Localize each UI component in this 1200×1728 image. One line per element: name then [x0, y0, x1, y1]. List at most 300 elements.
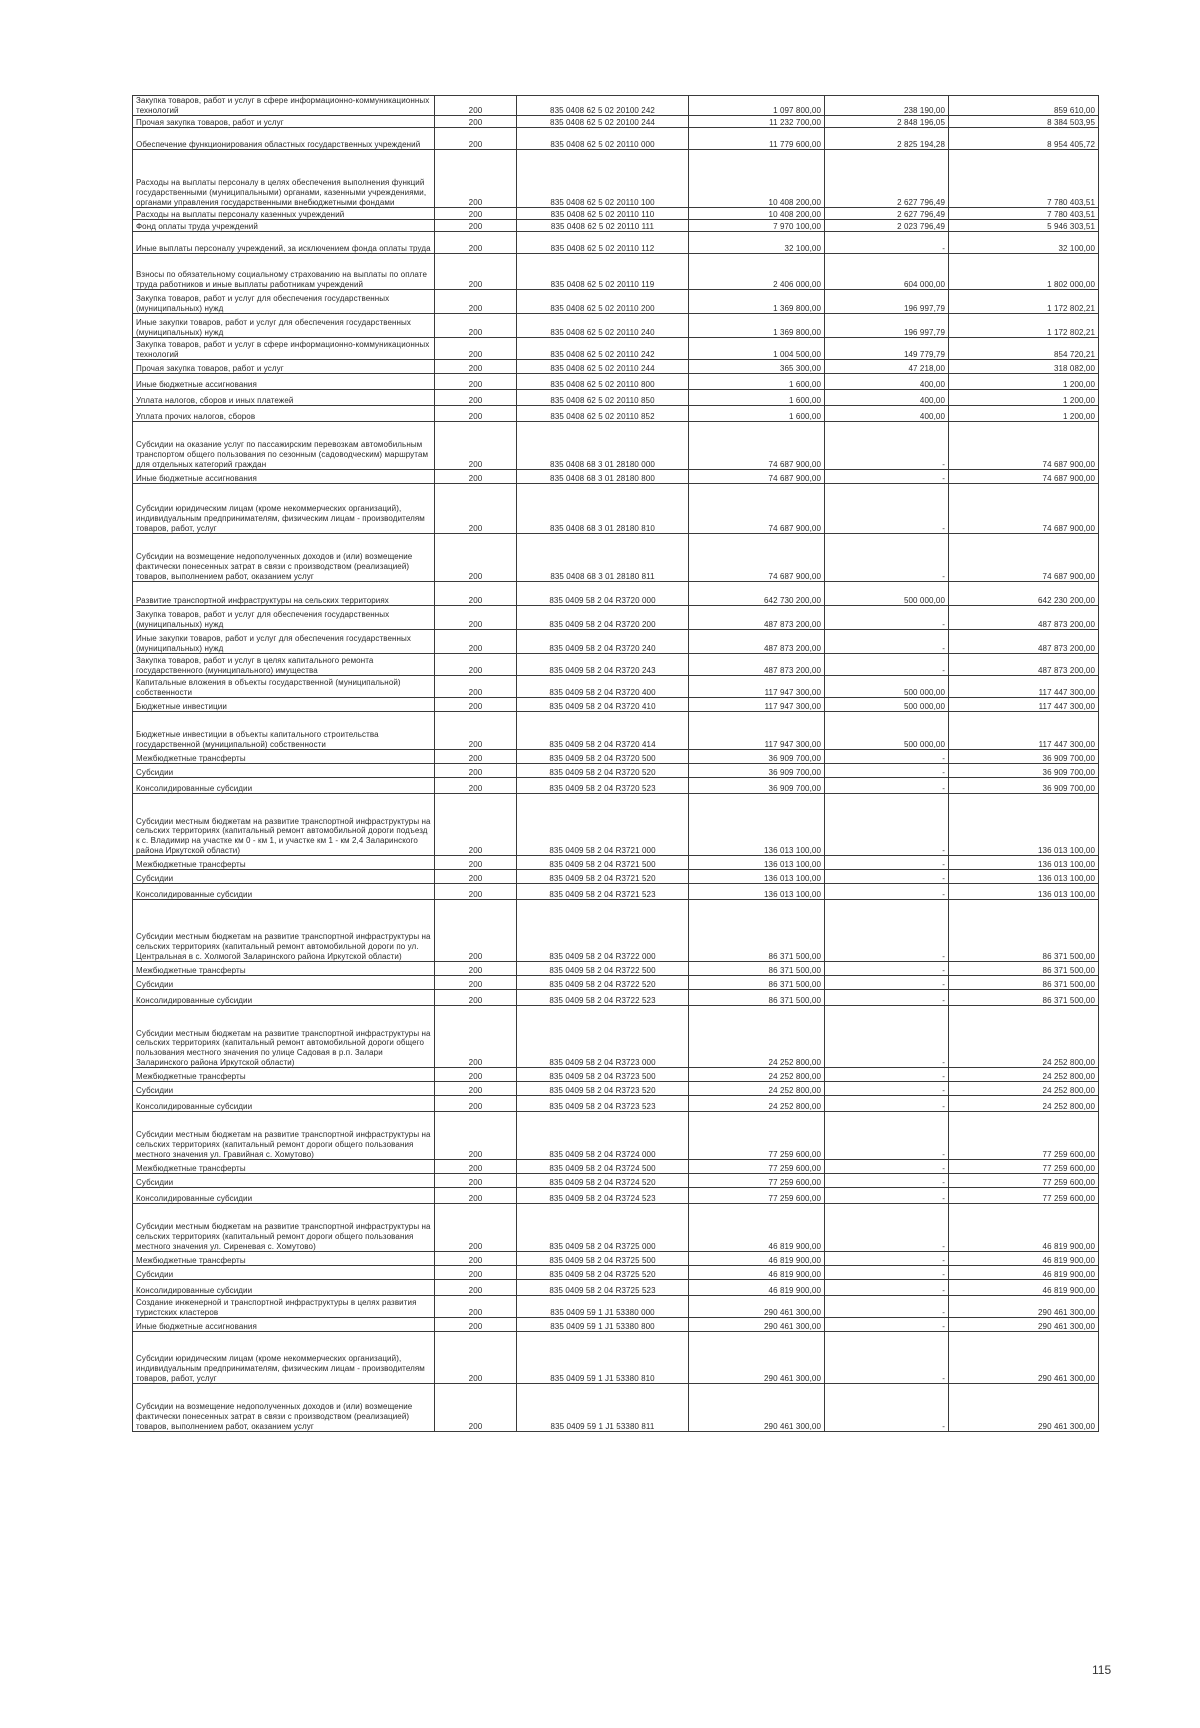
row-line-code: 200 — [435, 750, 517, 764]
row-approved-amount: 290 461 300,00 — [689, 1384, 825, 1432]
row-line-code: 200 — [435, 1332, 517, 1384]
row-executed-amount: - — [825, 1332, 949, 1384]
row-unexecuted-amount: 1 200,00 — [949, 374, 1099, 390]
row-name: Консолидированные субсидии — [133, 990, 435, 1006]
row-executed-amount: 500 000,00 — [825, 712, 949, 750]
row-name: Прочая закупка товаров, работ и услуг — [133, 116, 435, 128]
row-name: Субсидии юридическим лицам (кроме некоммерческих организаций), индивидуальным предпринимателям, физическим лицам - производителям товаров, работ, услуг — [133, 484, 435, 534]
row-classification-code: 835 0408 62 5 02 20110 110 — [517, 208, 689, 220]
table-row — [133, 1204, 1099, 1252]
row-executed-amount: - — [825, 750, 949, 764]
row-approved-amount: 290 461 300,00 — [689, 1332, 825, 1384]
row-line-code: 200 — [435, 870, 517, 884]
row-classification-code: 835 0408 62 5 02 20110 240 — [517, 314, 689, 338]
row-executed-amount: - — [825, 606, 949, 630]
row-name: Закупка товаров, работ и услуг для обеспечения государственных (муниципальных) нужд — [133, 606, 435, 630]
table-row — [133, 794, 1099, 856]
row-unexecuted-amount: 24 252 800,00 — [949, 1096, 1099, 1112]
row-name: Межбюджетные трансферты — [133, 856, 435, 870]
row-name: Субсидии местным бюджетам на развитие транспортной инфраструктуры на сельских территориях (капитальный ремонт дороги общего пользования местного значения ул. Сиреневая с. Хомутово) — [133, 1204, 435, 1252]
row-line-code: 200 — [435, 606, 517, 630]
row-approved-amount: 77 259 600,00 — [689, 1188, 825, 1204]
table-row — [133, 254, 1099, 290]
row-classification-code: 835 0409 59 1 J1 53380 811 — [517, 1384, 689, 1432]
row-unexecuted-amount: 8 384 503,95 — [949, 116, 1099, 128]
row-unexecuted-amount: 117 447 300,00 — [949, 712, 1099, 750]
table-row — [133, 1160, 1099, 1174]
row-name: Субсидии — [133, 1266, 435, 1280]
row-unexecuted-amount: 290 461 300,00 — [949, 1384, 1099, 1432]
row-classification-code: 835 0409 58 2 04 R3720 000 — [517, 582, 689, 606]
row-name: Субсидии — [133, 870, 435, 884]
row-executed-amount: - — [825, 1266, 949, 1280]
table-row — [133, 778, 1099, 794]
table-row — [133, 1384, 1099, 1432]
row-unexecuted-amount: 117 447 300,00 — [949, 698, 1099, 712]
row-unexecuted-amount: 46 819 900,00 — [949, 1280, 1099, 1296]
row-approved-amount: 24 252 800,00 — [689, 1006, 825, 1068]
row-line-code: 200 — [435, 290, 517, 314]
row-name: Межбюджетные трансферты — [133, 1160, 435, 1174]
row-line-code: 200 — [435, 484, 517, 534]
row-approved-amount: 1 097 800,00 — [689, 96, 825, 116]
row-approved-amount: 46 819 900,00 — [689, 1280, 825, 1296]
row-classification-code: 835 0408 62 5 02 20110 100 — [517, 150, 689, 208]
row-name: Иные бюджетные ассигнования — [133, 1318, 435, 1332]
table-row — [133, 360, 1099, 374]
row-line-code: 200 — [435, 1384, 517, 1432]
row-unexecuted-amount: 290 461 300,00 — [949, 1332, 1099, 1384]
row-executed-amount: 500 000,00 — [825, 676, 949, 698]
row-unexecuted-amount: 86 371 500,00 — [949, 900, 1099, 962]
row-approved-amount: 32 100,00 — [689, 232, 825, 254]
row-unexecuted-amount: 7 780 403,51 — [949, 150, 1099, 208]
row-unexecuted-amount: 77 259 600,00 — [949, 1174, 1099, 1188]
row-classification-code: 835 0409 58 2 04 R3720 520 — [517, 764, 689, 778]
row-line-code: 200 — [435, 374, 517, 390]
row-name: Субсидии на возмещение недополученных доходов и (или) возмещение фактически понесенных затрат в связи с производством (реализацией) товаров, выполнением работ, оказанием услуг — [133, 1384, 435, 1432]
row-classification-code: 835 0408 62 5 02 20100 244 — [517, 116, 689, 128]
row-line-code: 200 — [435, 698, 517, 712]
row-executed-amount: - — [825, 1160, 949, 1174]
row-name: Консолидированные субсидии — [133, 1280, 435, 1296]
table-row — [133, 1266, 1099, 1280]
row-line-code: 200 — [435, 582, 517, 606]
row-line-code: 200 — [435, 884, 517, 900]
row-unexecuted-amount: 86 371 500,00 — [949, 976, 1099, 990]
row-approved-amount: 290 461 300,00 — [689, 1296, 825, 1318]
row-approved-amount: 86 371 500,00 — [689, 900, 825, 962]
row-executed-amount: - — [825, 884, 949, 900]
table-row — [133, 1068, 1099, 1082]
row-approved-amount: 487 873 200,00 — [689, 630, 825, 654]
row-executed-amount: - — [825, 976, 949, 990]
row-classification-code: 835 0408 62 5 02 20110 200 — [517, 290, 689, 314]
row-executed-amount: - — [825, 654, 949, 676]
row-executed-amount: - — [825, 1082, 949, 1096]
row-classification-code: 835 0409 58 2 04 R3723 520 — [517, 1082, 689, 1096]
row-executed-amount: - — [825, 534, 949, 582]
row-line-code: 200 — [435, 360, 517, 374]
row-approved-amount: 24 252 800,00 — [689, 1096, 825, 1112]
table-body — [133, 96, 1099, 1432]
row-executed-amount: - — [825, 630, 949, 654]
row-line-code: 200 — [435, 1296, 517, 1318]
table-row — [133, 654, 1099, 676]
row-name: Закупка товаров, работ и услуг в сфере информационно-коммуникационных технологий — [133, 338, 435, 360]
row-executed-amount: - — [825, 1006, 949, 1068]
row-name: Капитальные вложения в объекты государственной (муниципальной) собственности — [133, 676, 435, 698]
row-unexecuted-amount: 859 610,00 — [949, 96, 1099, 116]
row-classification-code: 835 0408 68 3 01 28180 810 — [517, 484, 689, 534]
row-name: Бюджетные инвестиции — [133, 698, 435, 712]
row-approved-amount: 24 252 800,00 — [689, 1068, 825, 1082]
row-approved-amount: 24 252 800,00 — [689, 1082, 825, 1096]
row-approved-amount: 74 687 900,00 — [689, 422, 825, 470]
row-executed-amount: - — [825, 990, 949, 1006]
row-unexecuted-amount: 136 013 100,00 — [949, 870, 1099, 884]
row-executed-amount: - — [825, 1188, 949, 1204]
row-name: Субсидии — [133, 1174, 435, 1188]
row-unexecuted-amount: 8 954 405,72 — [949, 128, 1099, 150]
row-unexecuted-amount: 36 909 700,00 — [949, 764, 1099, 778]
row-classification-code: 835 0409 58 2 04 R3720 500 — [517, 750, 689, 764]
row-approved-amount: 136 013 100,00 — [689, 856, 825, 870]
row-classification-code: 835 0409 58 2 04 R3722 000 — [517, 900, 689, 962]
row-line-code: 200 — [435, 1112, 517, 1160]
table-row — [133, 1112, 1099, 1160]
row-line-code: 200 — [435, 1096, 517, 1112]
row-name: Субсидии — [133, 1082, 435, 1096]
row-executed-amount: 400,00 — [825, 406, 949, 422]
row-approved-amount: 46 819 900,00 — [689, 1204, 825, 1252]
row-name: Расходы на выплаты персоналу казенных учреждений — [133, 208, 435, 220]
row-executed-amount: - — [825, 794, 949, 856]
row-name: Консолидированные субсидии — [133, 1188, 435, 1204]
row-approved-amount: 36 909 700,00 — [689, 750, 825, 764]
row-line-code: 200 — [435, 338, 517, 360]
row-name: Создание инженерной и транспортной инфраструктуры в целях развития туристских кластеров — [133, 1296, 435, 1318]
table-row — [133, 698, 1099, 712]
table-row — [133, 470, 1099, 484]
table-row — [133, 96, 1099, 116]
row-executed-amount: 2 627 796,49 — [825, 208, 949, 220]
row-classification-code: 835 0409 58 2 04 R3720 400 — [517, 676, 689, 698]
row-classification-code: 835 0409 58 2 04 R3724 520 — [517, 1174, 689, 1188]
row-line-code: 200 — [435, 422, 517, 470]
table-row — [133, 290, 1099, 314]
row-line-code: 200 — [435, 976, 517, 990]
row-approved-amount: 74 687 900,00 — [689, 534, 825, 582]
budget-execution-table — [132, 95, 1099, 1432]
row-approved-amount: 136 013 100,00 — [689, 884, 825, 900]
row-approved-amount: 290 461 300,00 — [689, 1318, 825, 1332]
row-executed-amount: 2 023 796,49 — [825, 220, 949, 232]
row-unexecuted-amount: 46 819 900,00 — [949, 1252, 1099, 1266]
row-approved-amount: 46 819 900,00 — [689, 1252, 825, 1266]
row-name: Фонд оплаты труда учреждений — [133, 220, 435, 232]
row-classification-code: 835 0409 58 2 04 R3723 523 — [517, 1096, 689, 1112]
row-approved-amount: 1 600,00 — [689, 406, 825, 422]
table-row — [133, 884, 1099, 900]
table-row — [133, 1006, 1099, 1068]
row-line-code: 200 — [435, 314, 517, 338]
row-unexecuted-amount: 74 687 900,00 — [949, 422, 1099, 470]
table-row — [133, 962, 1099, 976]
row-classification-code: 835 0409 58 2 04 R3720 523 — [517, 778, 689, 794]
row-classification-code: 835 0409 58 2 04 R3722 500 — [517, 962, 689, 976]
table-row — [133, 150, 1099, 208]
table-row — [133, 870, 1099, 884]
row-unexecuted-amount: 854 720,21 — [949, 338, 1099, 360]
row-unexecuted-amount: 136 013 100,00 — [949, 794, 1099, 856]
row-approved-amount: 487 873 200,00 — [689, 606, 825, 630]
row-name: Иные бюджетные ассигнования — [133, 374, 435, 390]
row-classification-code: 835 0408 62 5 02 20110 850 — [517, 390, 689, 406]
row-executed-amount: - — [825, 1204, 949, 1252]
row-line-code: 200 — [435, 1252, 517, 1266]
table-row — [133, 1252, 1099, 1266]
table-row — [133, 390, 1099, 406]
row-approved-amount: 46 819 900,00 — [689, 1266, 825, 1280]
row-approved-amount: 7 970 100,00 — [689, 220, 825, 232]
row-classification-code: 835 0408 68 3 01 28180 000 — [517, 422, 689, 470]
row-approved-amount: 2 406 000,00 — [689, 254, 825, 290]
table-row — [133, 484, 1099, 534]
row-unexecuted-amount: 1 200,00 — [949, 390, 1099, 406]
row-classification-code: 835 0408 62 5 02 20110 852 — [517, 406, 689, 422]
row-name: Субсидии местным бюджетам на развитие транспортной инфраструктуры на сельских территориях (капитальный ремонт дороги общего пользования местного значения ул. Гравийная с. Хомутово) — [133, 1112, 435, 1160]
row-classification-code: 835 0409 58 2 04 R3720 240 — [517, 630, 689, 654]
row-name: Субсидии местным бюджетам на развитие транспортной инфраструктуры на сельских территориях (капитальный ремонт автомобильной дороги по ул. Центральная в с. Холмогой Заларинского района Иркутской области) — [133, 900, 435, 962]
table-row — [133, 338, 1099, 360]
row-approved-amount: 1 600,00 — [689, 390, 825, 406]
row-classification-code: 835 0409 58 2 04 R3721 500 — [517, 856, 689, 870]
row-name: Межбюджетные трансферты — [133, 750, 435, 764]
table-row — [133, 1188, 1099, 1204]
row-unexecuted-amount: 46 819 900,00 — [949, 1266, 1099, 1280]
table-row — [133, 764, 1099, 778]
row-classification-code: 835 0409 58 2 04 R3721 523 — [517, 884, 689, 900]
row-executed-amount: 196 997,79 — [825, 314, 949, 338]
row-unexecuted-amount: 5 946 303,51 — [949, 220, 1099, 232]
row-line-code: 200 — [435, 1204, 517, 1252]
row-name: Уплата прочих налогов, сборов — [133, 406, 435, 422]
row-classification-code: 835 0409 58 2 04 R3720 410 — [517, 698, 689, 712]
table-row — [133, 220, 1099, 232]
table-row — [133, 750, 1099, 764]
row-executed-amount: 2 825 194,28 — [825, 128, 949, 150]
row-unexecuted-amount: 318 082,00 — [949, 360, 1099, 374]
row-approved-amount: 10 408 200,00 — [689, 150, 825, 208]
table-row — [133, 1096, 1099, 1112]
row-approved-amount: 642 730 200,00 — [689, 582, 825, 606]
row-executed-amount: - — [825, 1296, 949, 1318]
row-line-code: 200 — [435, 208, 517, 220]
row-name: Субсидии местным бюджетам на развитие транспортной инфраструктуры на сельских территориях (капитальный ремонт автомобильной дороги подъезд к с. Владимир на участке км 0 - км 1, и участке км 1 - км 2,4 Заларинского района Иркутской области) — [133, 794, 435, 856]
row-unexecuted-amount: 1 802 000,00 — [949, 254, 1099, 290]
row-classification-code: 835 0408 62 5 02 20110 242 — [517, 338, 689, 360]
row-line-code: 200 — [435, 962, 517, 976]
row-line-code: 200 — [435, 900, 517, 962]
row-classification-code: 835 0409 58 2 04 R3722 523 — [517, 990, 689, 1006]
row-approved-amount: 36 909 700,00 — [689, 764, 825, 778]
table-row — [133, 314, 1099, 338]
row-name: Субсидии юридическим лицам (кроме некоммерческих организаций), индивидуальным предпринимателям, физическим лицам - производителям товаров, работ, услуг — [133, 1332, 435, 1384]
row-classification-code: 835 0409 58 2 04 R3725 523 — [517, 1280, 689, 1296]
row-classification-code: 835 0409 59 1 J1 53380 000 — [517, 1296, 689, 1318]
row-classification-code: 835 0409 58 2 04 R3725 000 — [517, 1204, 689, 1252]
row-classification-code: 835 0409 58 2 04 R3720 243 — [517, 654, 689, 676]
row-classification-code: 835 0409 58 2 04 R3722 520 — [517, 976, 689, 990]
row-line-code: 200 — [435, 1266, 517, 1280]
row-executed-amount: - — [825, 1174, 949, 1188]
row-name: Консолидированные субсидии — [133, 884, 435, 900]
row-executed-amount: - — [825, 422, 949, 470]
row-line-code: 200 — [435, 764, 517, 778]
row-unexecuted-amount: 36 909 700,00 — [949, 778, 1099, 794]
table-row — [133, 208, 1099, 220]
row-line-code: 200 — [435, 534, 517, 582]
row-name: Межбюджетные трансферты — [133, 1068, 435, 1082]
row-unexecuted-amount: 36 909 700,00 — [949, 750, 1099, 764]
row-approved-amount: 487 873 200,00 — [689, 654, 825, 676]
row-name: Расходы на выплаты персоналу в целях обеспечения выполнения функций государственными (муниципальными) органами, казенными учреждениями, органами управления государственными внебюджетными фондами — [133, 150, 435, 208]
row-line-code: 200 — [435, 390, 517, 406]
table-row — [133, 630, 1099, 654]
row-line-code: 200 — [435, 116, 517, 128]
table-row — [133, 422, 1099, 470]
row-unexecuted-amount: 77 259 600,00 — [949, 1112, 1099, 1160]
row-name: Закупка товаров, работ и услуг в целях капитального ремонта государственного (муниципального) имущества — [133, 654, 435, 676]
row-approved-amount: 365 300,00 — [689, 360, 825, 374]
row-classification-code: 835 0409 58 2 04 R3720 414 — [517, 712, 689, 750]
row-classification-code: 835 0409 58 2 04 R3720 200 — [517, 606, 689, 630]
row-unexecuted-amount: 74 687 900,00 — [949, 534, 1099, 582]
row-line-code: 200 — [435, 1160, 517, 1174]
row-executed-amount: - — [825, 1318, 949, 1332]
row-name: Иные закупки товаров, работ и услуг для обеспечения государственных (муниципальных) нужд — [133, 314, 435, 338]
row-approved-amount: 1 004 500,00 — [689, 338, 825, 360]
row-approved-amount: 1 369 800,00 — [689, 290, 825, 314]
row-executed-amount: - — [825, 900, 949, 962]
row-classification-code: 835 0408 62 5 02 20110 111 — [517, 220, 689, 232]
row-executed-amount: 2 848 196,05 — [825, 116, 949, 128]
row-name: Иные бюджетные ассигнования — [133, 470, 435, 484]
row-name: Закупка товаров, работ и услуг для обеспечения государственных (муниципальных) нужд — [133, 290, 435, 314]
row-approved-amount: 77 259 600,00 — [689, 1112, 825, 1160]
row-name: Консолидированные субсидии — [133, 778, 435, 794]
row-unexecuted-amount: 74 687 900,00 — [949, 470, 1099, 484]
row-classification-code: 835 0409 58 2 04 R3721 520 — [517, 870, 689, 884]
row-unexecuted-amount: 46 819 900,00 — [949, 1204, 1099, 1252]
row-line-code: 200 — [435, 654, 517, 676]
row-executed-amount: - — [825, 1252, 949, 1266]
row-name: Иные выплаты персоналу учреждений, за исключением фонда оплаты труда — [133, 232, 435, 254]
row-approved-amount: 136 013 100,00 — [689, 870, 825, 884]
row-executed-amount: - — [825, 1096, 949, 1112]
row-unexecuted-amount: 487 873 200,00 — [949, 630, 1099, 654]
row-unexecuted-amount: 24 252 800,00 — [949, 1006, 1099, 1068]
row-line-code: 200 — [435, 1082, 517, 1096]
row-classification-code: 835 0408 62 5 02 20110 112 — [517, 232, 689, 254]
row-line-code: 200 — [435, 128, 517, 150]
page-number: 115 — [1092, 1663, 1112, 1677]
row-classification-code: 835 0408 68 3 01 28180 811 — [517, 534, 689, 582]
row-approved-amount: 1 369 800,00 — [689, 314, 825, 338]
row-unexecuted-amount: 642 230 200,00 — [949, 582, 1099, 606]
row-classification-code: 835 0409 58 2 04 R3725 500 — [517, 1252, 689, 1266]
row-name: Закупка товаров, работ и услуг в сфере информационно-коммуникационных технологий — [133, 96, 435, 116]
row-line-code: 200 — [435, 630, 517, 654]
row-unexecuted-amount: 290 461 300,00 — [949, 1296, 1099, 1318]
row-executed-amount: - — [825, 1068, 949, 1082]
row-classification-code: 835 0409 58 2 04 R3721 000 — [517, 794, 689, 856]
row-line-code: 200 — [435, 254, 517, 290]
table-row — [133, 606, 1099, 630]
row-executed-amount: - — [825, 962, 949, 976]
row-line-code: 200 — [435, 778, 517, 794]
row-executed-amount: 2 627 796,49 — [825, 150, 949, 208]
table-row — [133, 116, 1099, 128]
row-classification-code: 835 0409 58 2 04 R3723 000 — [517, 1006, 689, 1068]
row-name: Субсидии местным бюджетам на развитие транспортной инфраструктуры на сельских территориях (капитальный ремонт автомобильной дороги общего пользования местного значения по улице Садовая в р.п. Залари Заларинского района Иркутской области) — [133, 1006, 435, 1068]
row-name: Прочая закупка товаров, работ и услуг — [133, 360, 435, 374]
row-unexecuted-amount: 1 200,00 — [949, 406, 1099, 422]
row-line-code: 200 — [435, 712, 517, 750]
row-approved-amount: 11 779 600,00 — [689, 128, 825, 150]
row-line-code: 200 — [435, 1280, 517, 1296]
row-approved-amount: 86 371 500,00 — [689, 976, 825, 990]
row-approved-amount: 117 947 300,00 — [689, 712, 825, 750]
row-approved-amount: 74 687 900,00 — [689, 470, 825, 484]
row-name: Взносы по обязательному социальному страхованию на выплаты по оплате труда работников и иные выплаты работникам учреждений — [133, 254, 435, 290]
row-executed-amount: 500 000,00 — [825, 582, 949, 606]
row-unexecuted-amount: 136 013 100,00 — [949, 884, 1099, 900]
row-executed-amount: 400,00 — [825, 390, 949, 406]
row-approved-amount: 77 259 600,00 — [689, 1160, 825, 1174]
table-row — [133, 856, 1099, 870]
row-unexecuted-amount: 1 172 802,21 — [949, 290, 1099, 314]
row-classification-code: 835 0408 68 3 01 28180 800 — [517, 470, 689, 484]
row-name: Уплата налогов, сборов и иных платежей — [133, 390, 435, 406]
table-row — [133, 990, 1099, 1006]
row-classification-code: 835 0408 62 5 02 20110 800 — [517, 374, 689, 390]
row-unexecuted-amount: 32 100,00 — [949, 232, 1099, 254]
row-unexecuted-amount: 74 687 900,00 — [949, 484, 1099, 534]
row-line-code: 200 — [435, 676, 517, 698]
row-line-code: 200 — [435, 856, 517, 870]
row-executed-amount: - — [825, 484, 949, 534]
row-line-code: 200 — [435, 406, 517, 422]
table-row — [133, 1174, 1099, 1188]
row-executed-amount: - — [825, 1112, 949, 1160]
row-line-code: 200 — [435, 96, 517, 116]
row-name: Субсидии на возмещение недополученных доходов и (или) возмещение фактически понесенных затрат в связи с производством (реализацией) товаров, выполнением работ, оказанием услуг — [133, 534, 435, 582]
row-name: Субсидии — [133, 764, 435, 778]
row-name: Консолидированные субсидии — [133, 1096, 435, 1112]
row-unexecuted-amount: 77 259 600,00 — [949, 1188, 1099, 1204]
row-line-code: 200 — [435, 220, 517, 232]
row-unexecuted-amount: 1 172 802,21 — [949, 314, 1099, 338]
row-classification-code: 835 0408 62 5 02 20110 000 — [517, 128, 689, 150]
row-classification-code: 835 0409 58 2 04 R3725 520 — [517, 1266, 689, 1280]
row-unexecuted-amount: 7 780 403,51 — [949, 208, 1099, 220]
row-name: Субсидии на оказание услуг по пассажирским перевозкам автомобильным транспортом общего пользования по сезонным (садоводческим) маршрутам для отдельных категорий граждан — [133, 422, 435, 470]
row-name: Иные закупки товаров, работ и услуг для обеспечения государственных (муниципальных) нужд — [133, 630, 435, 654]
row-unexecuted-amount: 86 371 500,00 — [949, 990, 1099, 1006]
row-unexecuted-amount: 24 252 800,00 — [949, 1068, 1099, 1082]
